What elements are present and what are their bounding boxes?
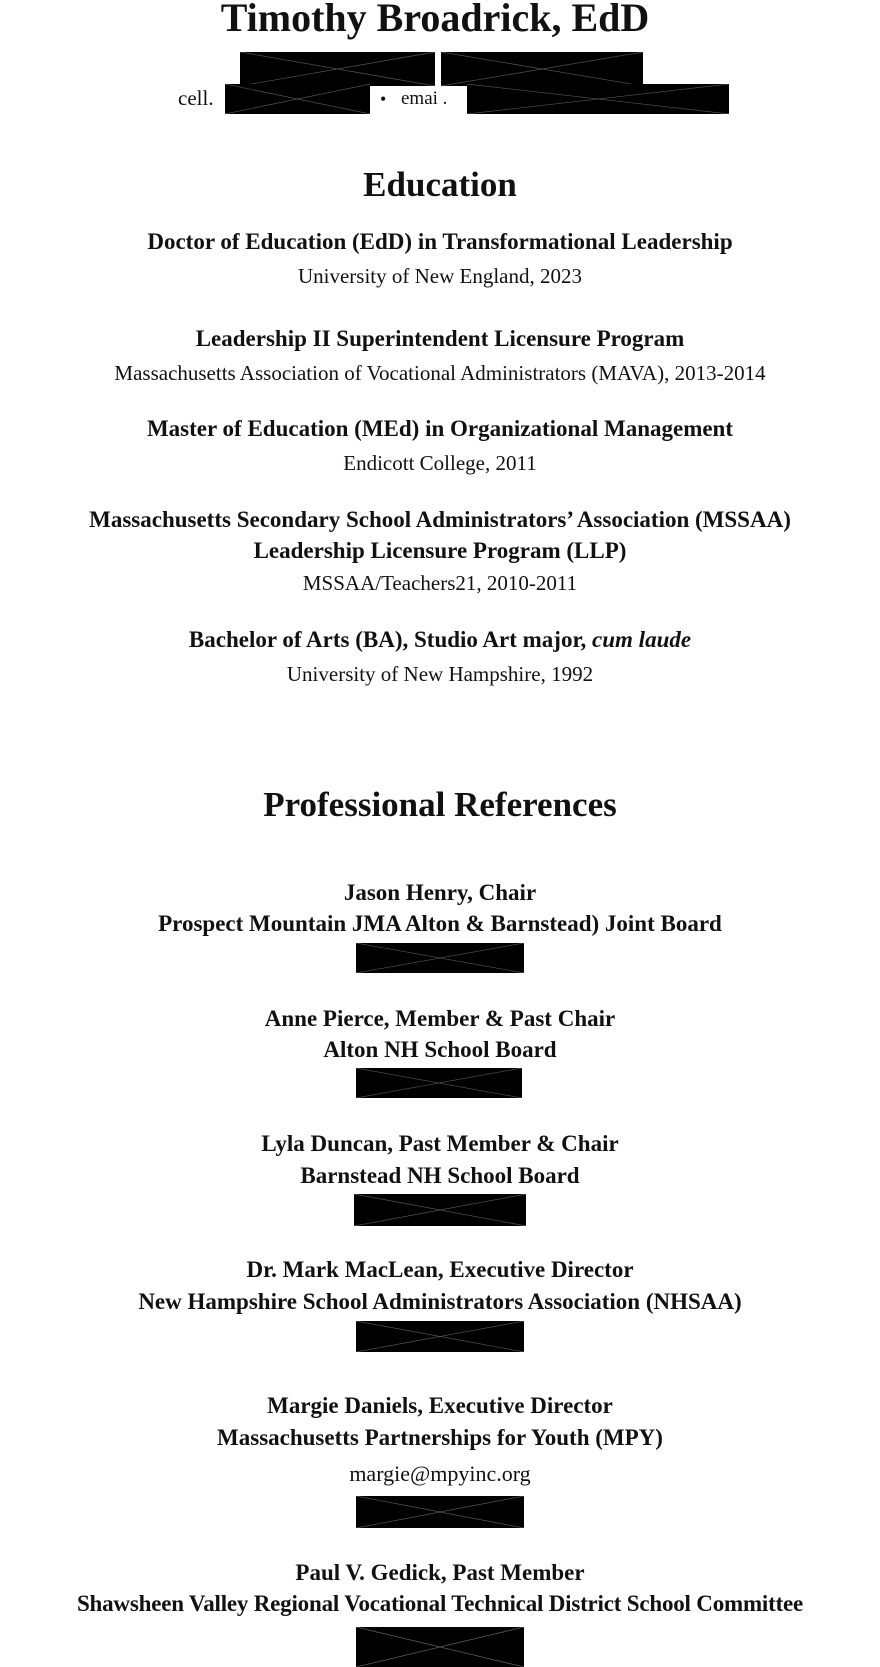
cell-label: cell. <box>178 86 214 110</box>
candidate-name: Timothy Broadrick, EdD <box>220 0 650 40</box>
reference-name: Margie Daniels, Executive Director <box>267 1393 613 1418</box>
reference-name: Lyla Duncan, Past Member & Chair <box>261 1131 619 1156</box>
redacted-contact <box>356 1496 524 1528</box>
redacted-email[interactable] <box>467 84 729 114</box>
redacted-contact <box>356 1627 524 1667</box>
reference-name: Paul V. Gedick, Past Member <box>295 1560 585 1585</box>
redacted-contact <box>354 1194 526 1226</box>
redacted-contact <box>356 943 524 973</box>
reference-org: Prospect Mountain JMA Alton & Barnstead) Joint Board <box>158 911 722 936</box>
redacted-block <box>441 52 643 86</box>
redacted-contact <box>356 1068 522 1098</box>
education-heading: Education <box>363 165 517 204</box>
reference-org: Barnstead NH School Board <box>300 1163 580 1188</box>
reference-org: Alton NH School Board <box>323 1037 557 1062</box>
education-detail: MSSAA/Teachers21, 2010-2011 <box>302 571 578 595</box>
education-detail: University of New Hampshire, 1992 <box>286 662 594 686</box>
education-title: Doctor of Education (EdD) in Transformational Leadership <box>147 229 733 254</box>
education-detail: Endicott College, 2011 <box>343 451 537 475</box>
redacted-block <box>240 52 435 86</box>
reference-org: Shawsheen Valley Regional Vocational Technical District School Committee <box>76 1591 804 1616</box>
bullet-separator: • <box>380 89 387 109</box>
redacted-contact <box>356 1321 524 1352</box>
education-title-honors: cum laude <box>592 627 692 652</box>
email-label: emai . <box>401 88 448 109</box>
reference-name: Dr. Mark MacLean, Executive Director <box>246 1257 634 1282</box>
redacted-phone[interactable] <box>225 84 370 114</box>
reference-org: Massachusetts Partnerships for Youth (MPY) <box>217 1425 663 1450</box>
education-title: Leadership II Superintendent Licensure Program <box>195 326 685 351</box>
education-title-line2: Leadership Licensure Program (LLP) <box>253 538 627 563</box>
reference-org: New Hampshire School Administrators Association (NHSAA) <box>138 1289 742 1314</box>
reference-email[interactable]: margie@mpyinc.org <box>349 1461 531 1486</box>
education-title: Master of Education (MEd) in Organizational Management <box>146 416 734 441</box>
references-heading: Professional References <box>263 785 617 824</box>
reference-name: Anne Pierce, Member & Past Chair <box>264 1006 616 1031</box>
education-detail: Massachusetts Association of Vocational Administrators (MAVA), 2013-2014 <box>114 361 766 385</box>
education-detail: University of New England, 2023 <box>297 264 583 288</box>
education-title-text: Bachelor of Arts (BA), Studio Art major, <box>188 627 587 652</box>
reference-name: Jason Henry, Chair <box>343 880 537 905</box>
education-title <box>0 627 880 653</box>
education-title: Massachusetts Secondary School Administrators’ Association (MSSAA) <box>89 507 791 532</box>
